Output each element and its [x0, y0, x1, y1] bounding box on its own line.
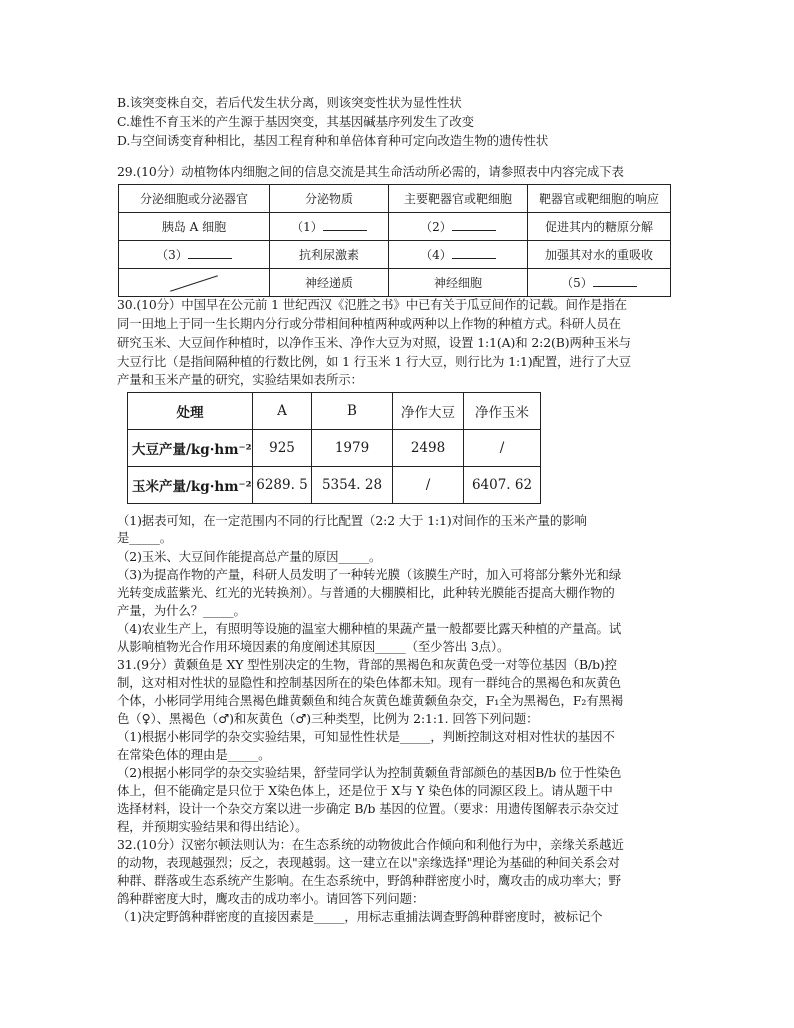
q31-line: 在常染色体的理由是_____。 [117, 747, 271, 762]
q31-line: （1)根据小彬同学的杂交实验结果，可知显性性状是_____，判断控制这对相对性状的基因不 [117, 729, 615, 744]
blank-label: （5） [561, 276, 593, 290]
q30-question-line: 从影响植物光合作用环境因素的角度阐述其原因_____（至少答出 3点）。 [117, 639, 510, 654]
option-c: C.雄性不育玉米的产生源于基因突变，其基因碱基序列发生了改变 [117, 114, 474, 129]
q30-question-line: （3)为提高作物的产量，科研人员发明了一种转光膜（该膜生产时，加入可将部分紫外光和绿 [117, 567, 622, 582]
q30-question-line: 光转变成蓝紫光、红光的光转换剂）。与普通的大棚膜相比，此种转光膜能否提高大棚作物的 [117, 585, 615, 600]
table-cell: 1979 [312, 430, 393, 467]
header-cell: 处理 [128, 393, 253, 430]
table-cell: / [464, 430, 541, 467]
answer-blank [593, 275, 637, 287]
header-cell: 净作玉米 [464, 393, 541, 430]
header-cell: B [312, 393, 393, 430]
table-cell [119, 269, 270, 297]
q30-intro-line: 研究玉米、大豆间作种植时，以净作玉米、净作大豆为对照，设置 1:1(A)和 2:2(B)两种玉米与 [117, 335, 631, 350]
header-cell: 分泌物质 [270, 185, 389, 213]
answer-blank [188, 247, 232, 259]
table-cell: 6289. 5 [253, 467, 312, 504]
table-cell: 抗利尿激素 [270, 241, 389, 269]
q30-question-line: （1)据表可知，在一定范围内不同的行比配置（2:2 大于 1:1)对间作的玉米产量的影响 [117, 513, 587, 528]
row-label: 大豆产量/kg·hm⁻² [128, 430, 253, 467]
table-cell [119, 241, 270, 269]
q30-intro-line: 同一田地上于同一生长期内分行或分带相间种植两种或两种以上作物的种植方式。科研人员在 [117, 316, 621, 331]
option-b: B.该突变株自交，若后代发生状分离，则该突变性状为显性性状 [117, 95, 462, 110]
row-label: 玉米产量/kg·hm⁻² [128, 467, 253, 504]
table-cell: 6407. 62 [464, 467, 541, 504]
q30-intro-line: 大豆行比（是指间隔种植的行数比例，如 1 行玉米 1 行大豆，则行比为 1:1)配置，进行了大豆 [117, 354, 631, 369]
table-cell [389, 241, 528, 269]
q31-line: 个体，小彬同学用纯合黑褐色雌黄颡鱼和纯合灰黄色雄黄颡鱼杂交，F₁全为黑褐色，F₂有黑褐 [117, 693, 624, 708]
blank-label: （1） [291, 220, 323, 234]
blank-label: （3） [156, 248, 188, 262]
q30-question-line: 产量，为什么？_____。 [117, 603, 246, 618]
blank-label: （2） [420, 220, 452, 234]
header-cell: 主要靶器官或靶细胞 [389, 185, 528, 213]
q32-line: 种群、群落或生态系统产生影响。在生态系统中，野鸽种群密度小时，鹰攻击的成功率大；野 [117, 873, 621, 888]
table-cell: 925 [253, 430, 312, 467]
q32-line: 鸽种群密度大时，鹰攻击的成功率小。请回答下列问题： [117, 891, 425, 906]
answer-blank [323, 219, 367, 231]
q32-line: 32.(10分）汉密尔顿法则认为：在生态系统的动物彼此合作倾向和利他行为中，亲缘关系越近 [117, 837, 624, 852]
q30-table [127, 392, 541, 504]
table-cell: 2498 [393, 430, 464, 467]
q29-intro: 29.(10分）动植物体内细胞之间的信息交流是其生命活动所必需的，请参照表中内容完成下表 [117, 164, 624, 179]
q30-question-line: （4)农业生产上，有照明等设施的温室大棚种植的果蔬产量一般都要比露天种植的产量高。试 [117, 621, 622, 636]
q32-line: （1)决定野鸽种群密度的直接因素是_____，用标志重捕法调查野鸽种群密度时，被标记个 [117, 909, 603, 924]
q30-question-line: 是_____。 [117, 530, 173, 545]
q31-line: （2)根据小彬同学的杂交实验结果，舒莹同学认为控制黄颡鱼背部颜色的基因B/b 位于性染色 [117, 765, 622, 780]
table-cell: 胰岛 A 细胞 [119, 213, 270, 241]
table-cell: 促进其内的糖原分解 [528, 213, 671, 241]
table-cell [270, 213, 389, 241]
q31-line: 31.(9分）黄颡鱼是 XY 型性别决定的生物，背部的黑褐色和灰黄色受一对等位基因（B/b)控 [117, 657, 617, 672]
q31-line: 选择材料，设计一个杂交方案以进一步确定 B/b 基因的位置。（要求：用遗传图解表示杂交过 [117, 801, 619, 816]
q31-line: 色（♀）、黑褐色（♂)和灰黄色（♂)三种类型，比例为 2:1:1. 回答下列问题： [117, 711, 539, 726]
q31-line: 体上，但不能确定是只位于 X染色体上，还是位于 X与 Y 染色体的同源区段上。请从题干中 [117, 783, 613, 798]
header-cell: 分泌细胞或分泌器官 [119, 185, 270, 213]
header-cell: 靶器官或靶细胞的响应 [528, 185, 671, 213]
q32-line: 的动物，表现越强烈；反之，表现越弱。这一建立在以"亲缘选择"理论为基础的种间关系会对 [117, 855, 620, 870]
blank-label: （4） [420, 248, 452, 262]
table-cell: 加强其对水的重吸收 [528, 241, 671, 269]
q31-line: 程，并预期实验结果和得出结论）。 [117, 819, 308, 834]
table-cell [528, 269, 671, 297]
q30-question-line: （2)玉米、大豆间作能提高总产量的原因_____。 [117, 549, 382, 564]
header-cell: 净作大豆 [393, 393, 464, 430]
table-cell: 神经递质 [270, 269, 389, 297]
q31-line: 制，这对相对性状的显隐性和控制基因所在的染色体都未知。现有一群纯合的黑褐色和灰黄色 [117, 675, 621, 690]
q30-intro-line: 30.(10分）中国早在公元前 1 世纪西汉《氾胜之书》中已有关于瓜豆间作的记载。间作是指在 [117, 297, 627, 312]
answer-blank [452, 247, 496, 259]
table-cell: / [393, 467, 464, 504]
table-cell: 神经细胞 [389, 269, 528, 297]
table-cell: 5354. 28 [312, 467, 393, 504]
diagonal-slash [170, 275, 218, 291]
q29-table [118, 184, 671, 297]
q30-intro-line: 产量和玉米产量的研究，实验结果如表所示： [117, 372, 363, 387]
option-d: D.与空间诱变育种相比，基因工程育种和单倍体育种可定向改造生物的遗传性状 [117, 133, 549, 148]
header-cell: A [253, 393, 312, 430]
answer-blank [452, 219, 496, 231]
table-cell [389, 213, 528, 241]
